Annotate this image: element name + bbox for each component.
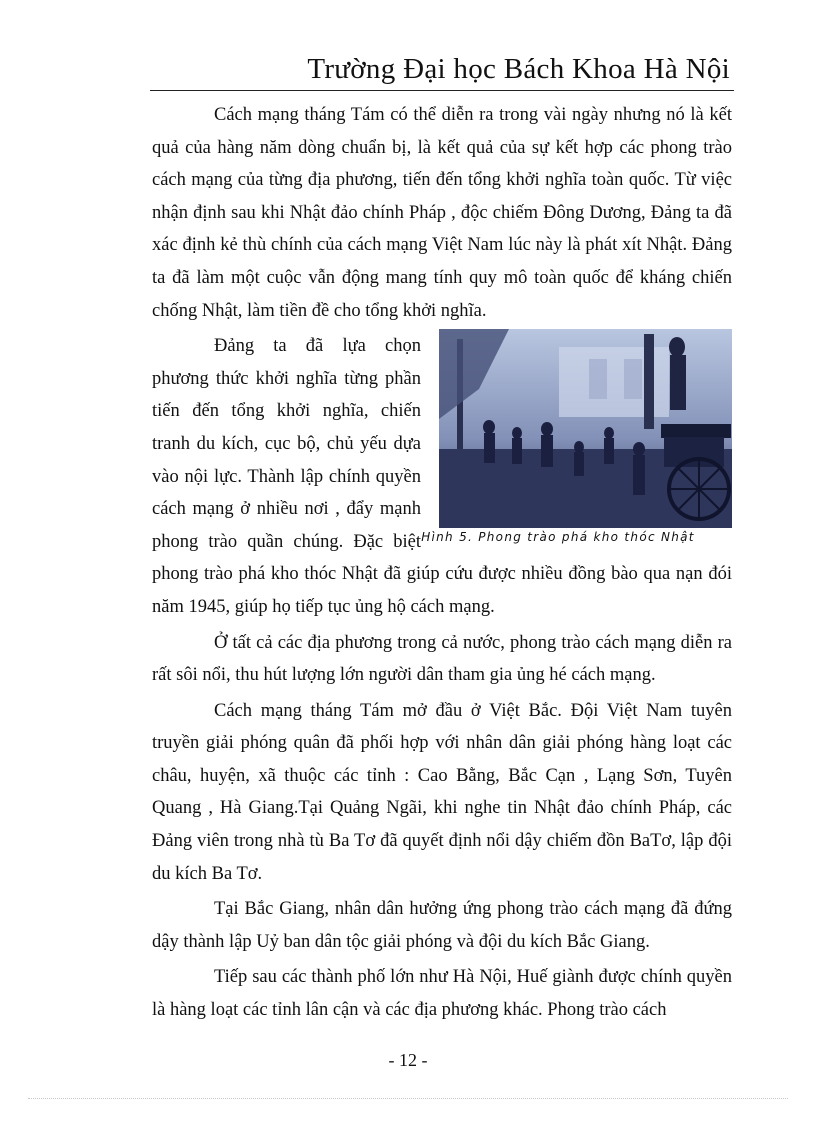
paragraph-1: Cách mạng tháng Tám có thể diễn ra trong vài ngày nhưng nó là kết quả của hàng năm dòng chuẩn bị, là kết quả của sự kết hợp các phong trào cách mạng của từng địa phương, tiến đến tổng khởi nghĩa toàn quốc. Từ việc nhận định sau khi Nhật đảo chính Pháp , độc chiếm Đông Dương, Đảng ta đã xác định kẻ thù chính của cách mạng Việt Nam lúc này là phát xít Nhật. Đảng ta đã làm một cuộc vẫn động mang tính quy mô toàn quốc để kháng chiến chống Nhật, làm tiền đề cho tổng khởi nghĩa. — [152, 105, 732, 321]
page-header — [150, 50, 734, 91]
paragraph-3: Ở tất cả các địa phương trong cả nước, phong trào cách mạng diễn ra rất sôi nổi, thu hút lượng lớn người dân tham gia ủng hé cách mạng. — [152, 632, 732, 686]
paragraph-2: Đảng ta đã lựa chọn phương thức khởi nghĩa từng phần tiến đến tổng khởi nghĩa, chiến tranh du kích, cục bộ, chủ yếu dựa vào nội lực. Thành lập chính quyền cách mạng ở nhiều nơi , đẩy mạnh phong trào quần chúng. Đặc biệt phong trào phá kho thóc Nhật đã giúp cứu được nhiều đồng bào qua nạn đói năm 1945, giúp họ tiếp tục ủng hộ cách mạng. — [152, 336, 732, 617]
paragraph-5: Tại Bắc Giang, nhân dân hưởng ứng phong trào cách mạng đã đứng dậy thành lập Uỷ ban dân tộc giải phóng và đội du kích Bắc Giang. — [152, 899, 732, 952]
footer-rule — [28, 1098, 788, 1099]
figure-caption: Hình 5. Phong trào phá kho thóc Nhật — [421, 530, 695, 545]
figure — [421, 329, 737, 546]
historical-photo — [439, 329, 732, 528]
header-title: Trường Đại học Bách Khoa Hà Nội — [307, 53, 730, 85]
body-text — [152, 99, 732, 1027]
paragraph-4: Cách mạng tháng Tám mở đầu ở Việt Bắc. Đội Việt Nam tuyên truyền giải phóng quân đã phối hợp với nhân dân giải phóng hàng loạt các châu, huyện, xã thuộc các tỉnh : Cao Bằng, Bắc Cạn , Lạng Sơn, Tuyên Quang , Hà Giang.Tại Quảng Ngãi, khi nghe tin Nhật đảo chính Pháp, các Đảng viên trong nhà tù Ba Tơ đã quyết định nổi dậy chiếm đồn BaTơ, lập đội du kích Ba Tơ. — [152, 700, 732, 884]
paragraph-6: Tiếp sau các thành phố lớn như Hà Nội, Huế giành được chính quyền là hàng loạt các tỉnh lân cận và các địa phương khác. Phong trào cách — [152, 967, 732, 1021]
page-number: - 12 - — [388, 1050, 428, 1070]
